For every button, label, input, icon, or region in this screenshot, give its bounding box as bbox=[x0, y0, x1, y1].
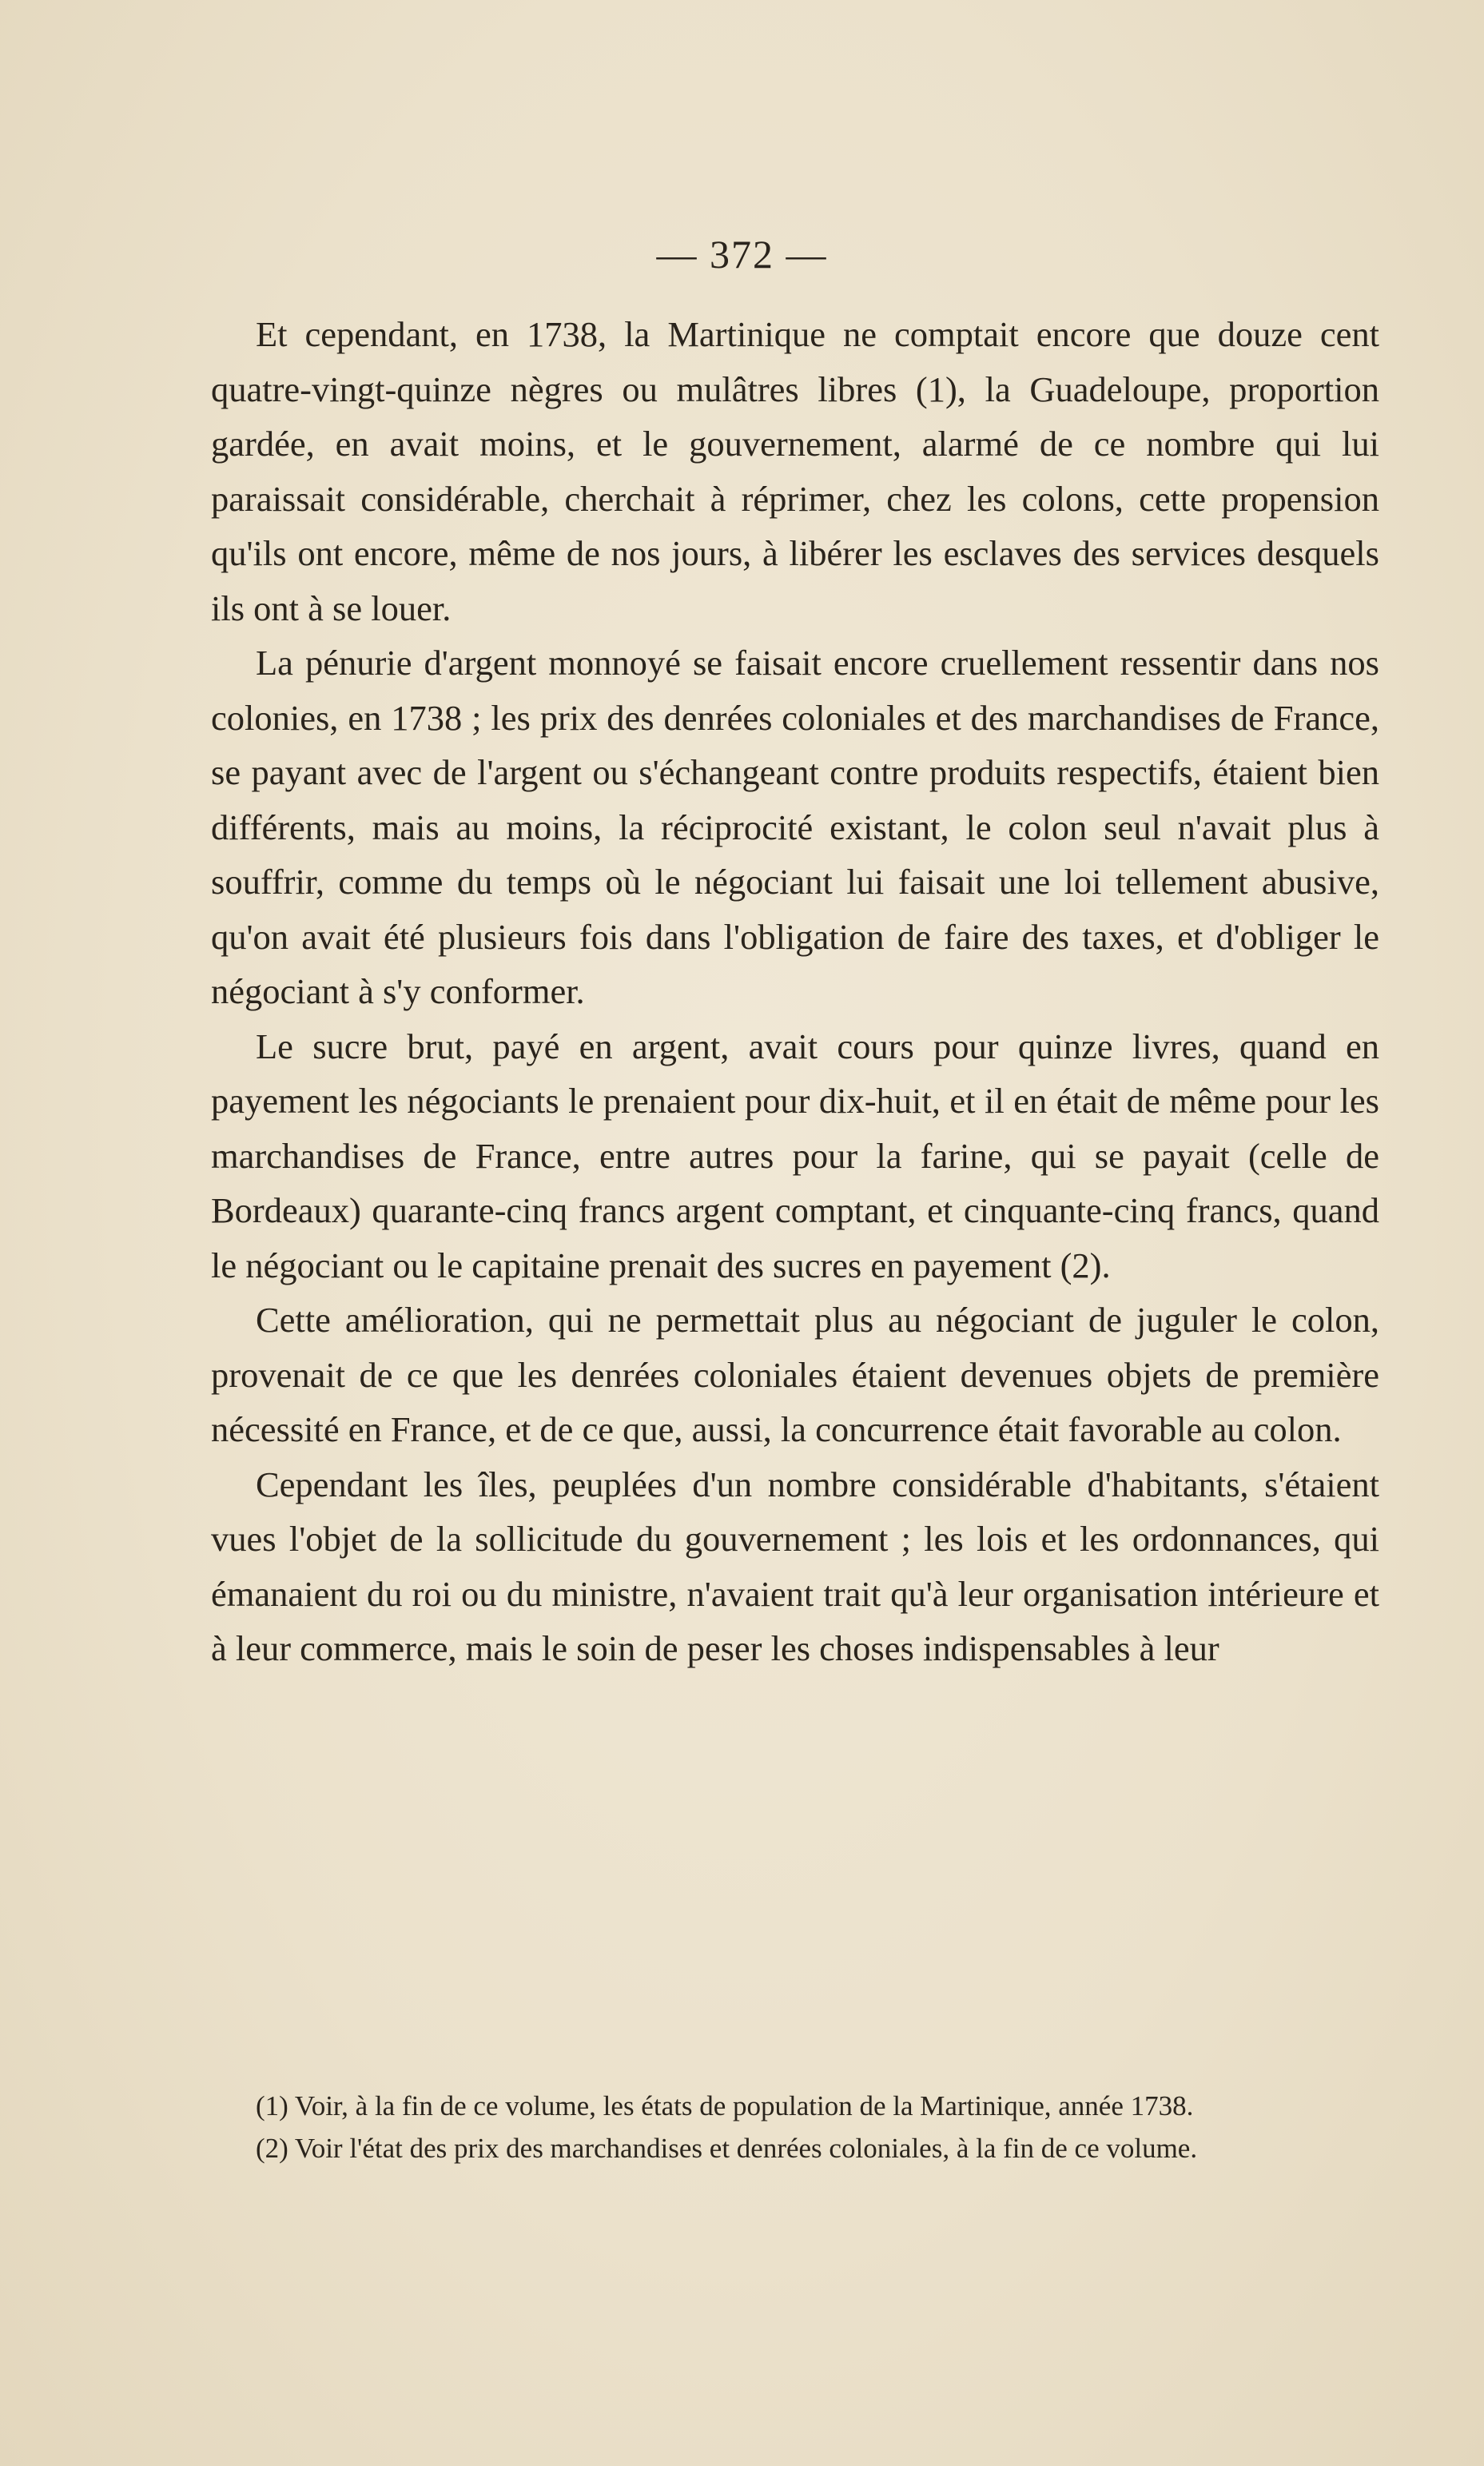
footnote: (2) Voir l'état des prix des marchandises et denrées coloniales, à la fin de ce volume. bbox=[256, 2133, 1198, 2164]
body-text bbox=[211, 307, 1379, 1676]
page-number: — 372 — bbox=[656, 232, 828, 277]
paragraph: Et cependant, en 1738, la Martinique ne comptait encore que douze cent quatre-vingt-quinze nègres ou mulâtres libres (1), la Guadeloupe, proportion gardée, en avait moins, et le gouvernement, alarmé de ce nombre qui lui paraissait considérable, cherchait à réprimer, chez les colons, cette propension qu'ils ont encore, même de nos jours, à libérer les esclaves des services desquels ils ont à se louer. bbox=[211, 314, 1379, 628]
paragraph: Cette amélioration, qui ne permettait plus au négociant de juguler le colon, provenait de ce que les denrées coloniales étaient devenues objets de première nécessité en France, et de ce que, aussi, la concurrence était favorable au colon. bbox=[211, 1300, 1379, 1449]
footnotes bbox=[211, 2086, 1379, 2171]
paragraph: Le sucre brut, payé en argent, avait cours pour quinze livres, quand en payement les négociants le prenaient pour dix-huit, et il en était de même pour les marchandises de France, entre autres pour la farine, qui se payait (celle de Bordeaux) quarante-cinq francs argent comptant, et cinquante-cinq francs, quand le négociant ou le capitaine prenait des sucres en payement (2). bbox=[211, 1026, 1379, 1285]
paragraph: La pénurie d'argent monnoyé se faisait encore cruellement ressentir dans nos colonies, en 1738 ; les prix des denrées coloniales et des marchandises de France, se payant avec de l'argent ou s'échangeant contre produits respectifs, étaient bien différents, mais au moins, la réciprocité existant, le colon seul n'avait plus à souffrir, comme du temps où le négociant lui faisait une loi tellement abusive, qu'on avait été plusieurs fois dans l'obligation de faire des taxes, et d'obliger le négociant à s'y conformer. bbox=[211, 643, 1379, 1011]
footnote: (1) Voir, à la fin de ce volume, les états de population de la Martinique, année 1738. bbox=[256, 2090, 1194, 2121]
paragraph: Cependant les îles, peuplées d'un nombre considérable d'habitants, s'étaient vues l'objet de la sollicitude du gouvernement ; les lois et les ordonnances, qui émanaient du roi ou du ministre, n'avaient trait qu'à leur organisation intérieure et à leur commerce, mais le soin de peser les choses indispensables à leur bbox=[211, 1464, 1379, 1668]
